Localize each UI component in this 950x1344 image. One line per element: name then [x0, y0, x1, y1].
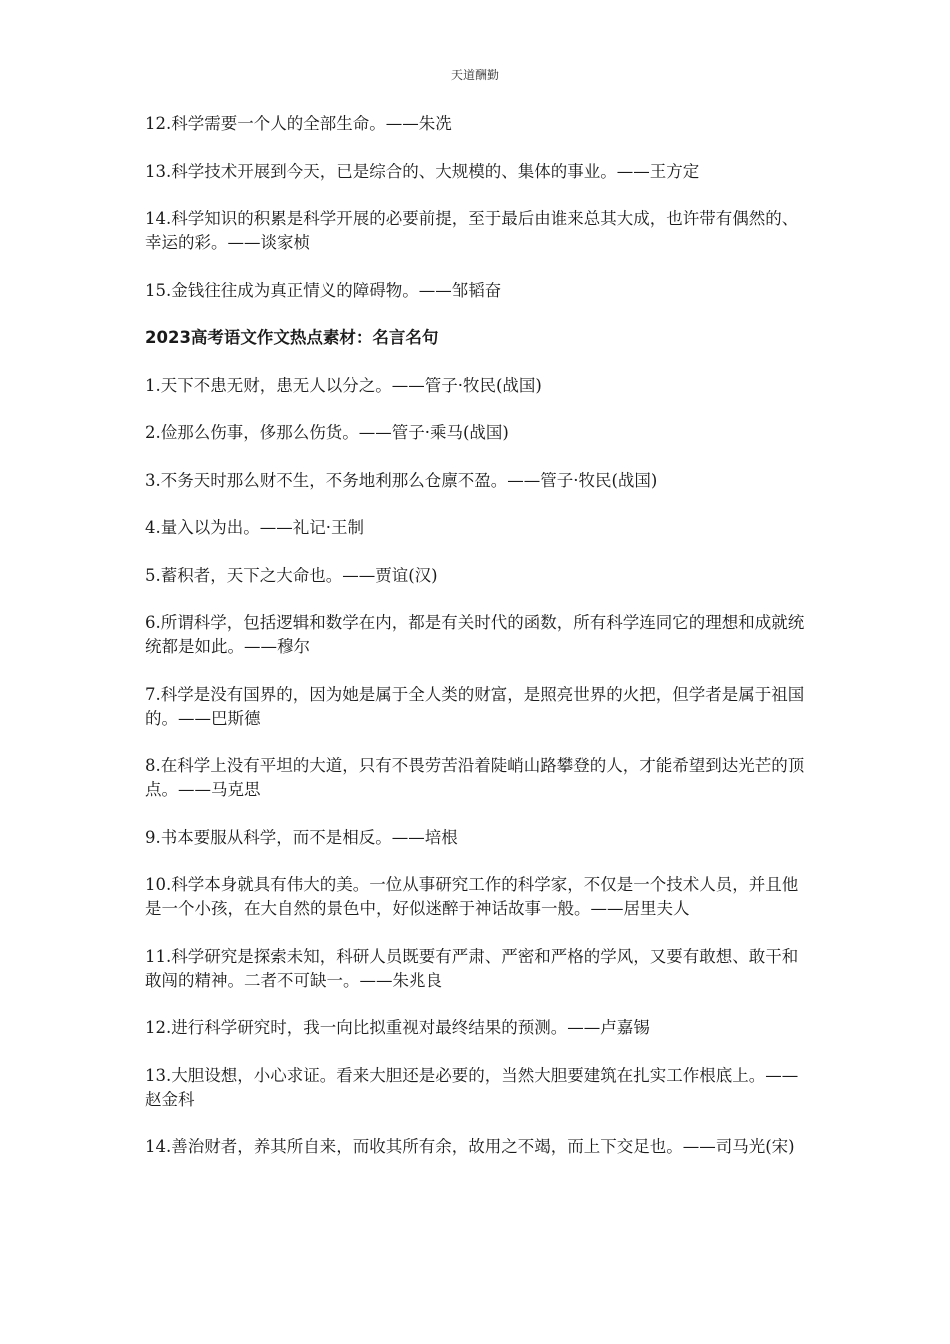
quote-item: 14.善治财者，养其所自来，而收其所有余，故用之不竭，而上下交足也。——司马光(宋) — [145, 1137, 795, 1156]
quote-item: 13.科学技术开展到今天，已是综合的、大规模的、集体的事业。——王方定 — [145, 161, 700, 181]
document-body — [145, 112, 810, 1183]
quote-item: 8.在科学上没有平坦的大道，只有不畏劳苦沿着陡峭山路攀登的人，才能希望到达光芒的顶点。——马克思 — [145, 756, 805, 799]
quote-item: 5.蓄积者，天下之大命也。——贾谊(汉) — [145, 565, 438, 585]
page-header: 天道酬勤 — [450, 68, 499, 82]
quote-item: 12.进行科学研究时，我一向比拟重视对最终结果的预测。——卢嘉锡 — [145, 1018, 650, 1037]
quote-item: 4.量入以为出。——礼记·王制 — [145, 518, 364, 537]
section-heading: 2023高考语文作文热点素材：名言名句 — [145, 328, 439, 347]
quote-item: 3.不务天时那么财不生，不务地利那么仓廪不盈。——管子·牧民(战国) — [145, 470, 658, 490]
quote-item: 13.大胆设想，小心求证。看来大胆还是必要的，当然大胆要建筑在扎实工作根底上。——赵金科 — [145, 1065, 799, 1109]
quote-item: 14.科学知识的积累是科学开展的必要前提，至于最后由谁来总其大成，也许带有偶然的、幸运的彩。——谈家桢 — [145, 209, 799, 252]
quote-item: 6.所谓科学，包括逻辑和数学在内，都是有关时代的函数，所有科学连同它的理想和成就统统都是如此。——穆尔 — [145, 613, 805, 656]
quote-item: 11.科学研究是探索未知，科研人员既要有严肃、严密和严格的学风，又要有敢想、敢干和敢闯的精神。二者不可缺一。——朱兆良 — [145, 946, 799, 990]
quote-item: 12.科学需要一个人的全部生命。——朱冼 — [145, 114, 452, 133]
quote-item: 9.书本要服从科学，而不是相反。——培根 — [145, 827, 458, 847]
quote-item: 10.科学本身就具有伟大的美。一位从事研究工作的科学家，不仅是一个技术人员，并且他是一个小孩，在大自然的景色中，好似迷醉于神话故事一般。——居里夫人 — [145, 875, 799, 918]
quote-item: 15.金钱往往成为真正情义的障碍物。——邹韬奋 — [145, 280, 502, 300]
quote-item: 2.俭那么伤事，侈那么伤货。——管子·乘马(战国) — [145, 423, 509, 442]
quote-item: 7.科学是没有国界的，因为她是属于全人类的财富，是照亮世界的火把，但学者是属于祖国的。——巴斯德 — [145, 684, 805, 728]
quote-item: 1.天下不患无财，患无人以分之。——管子·牧民(战国) — [145, 375, 542, 395]
